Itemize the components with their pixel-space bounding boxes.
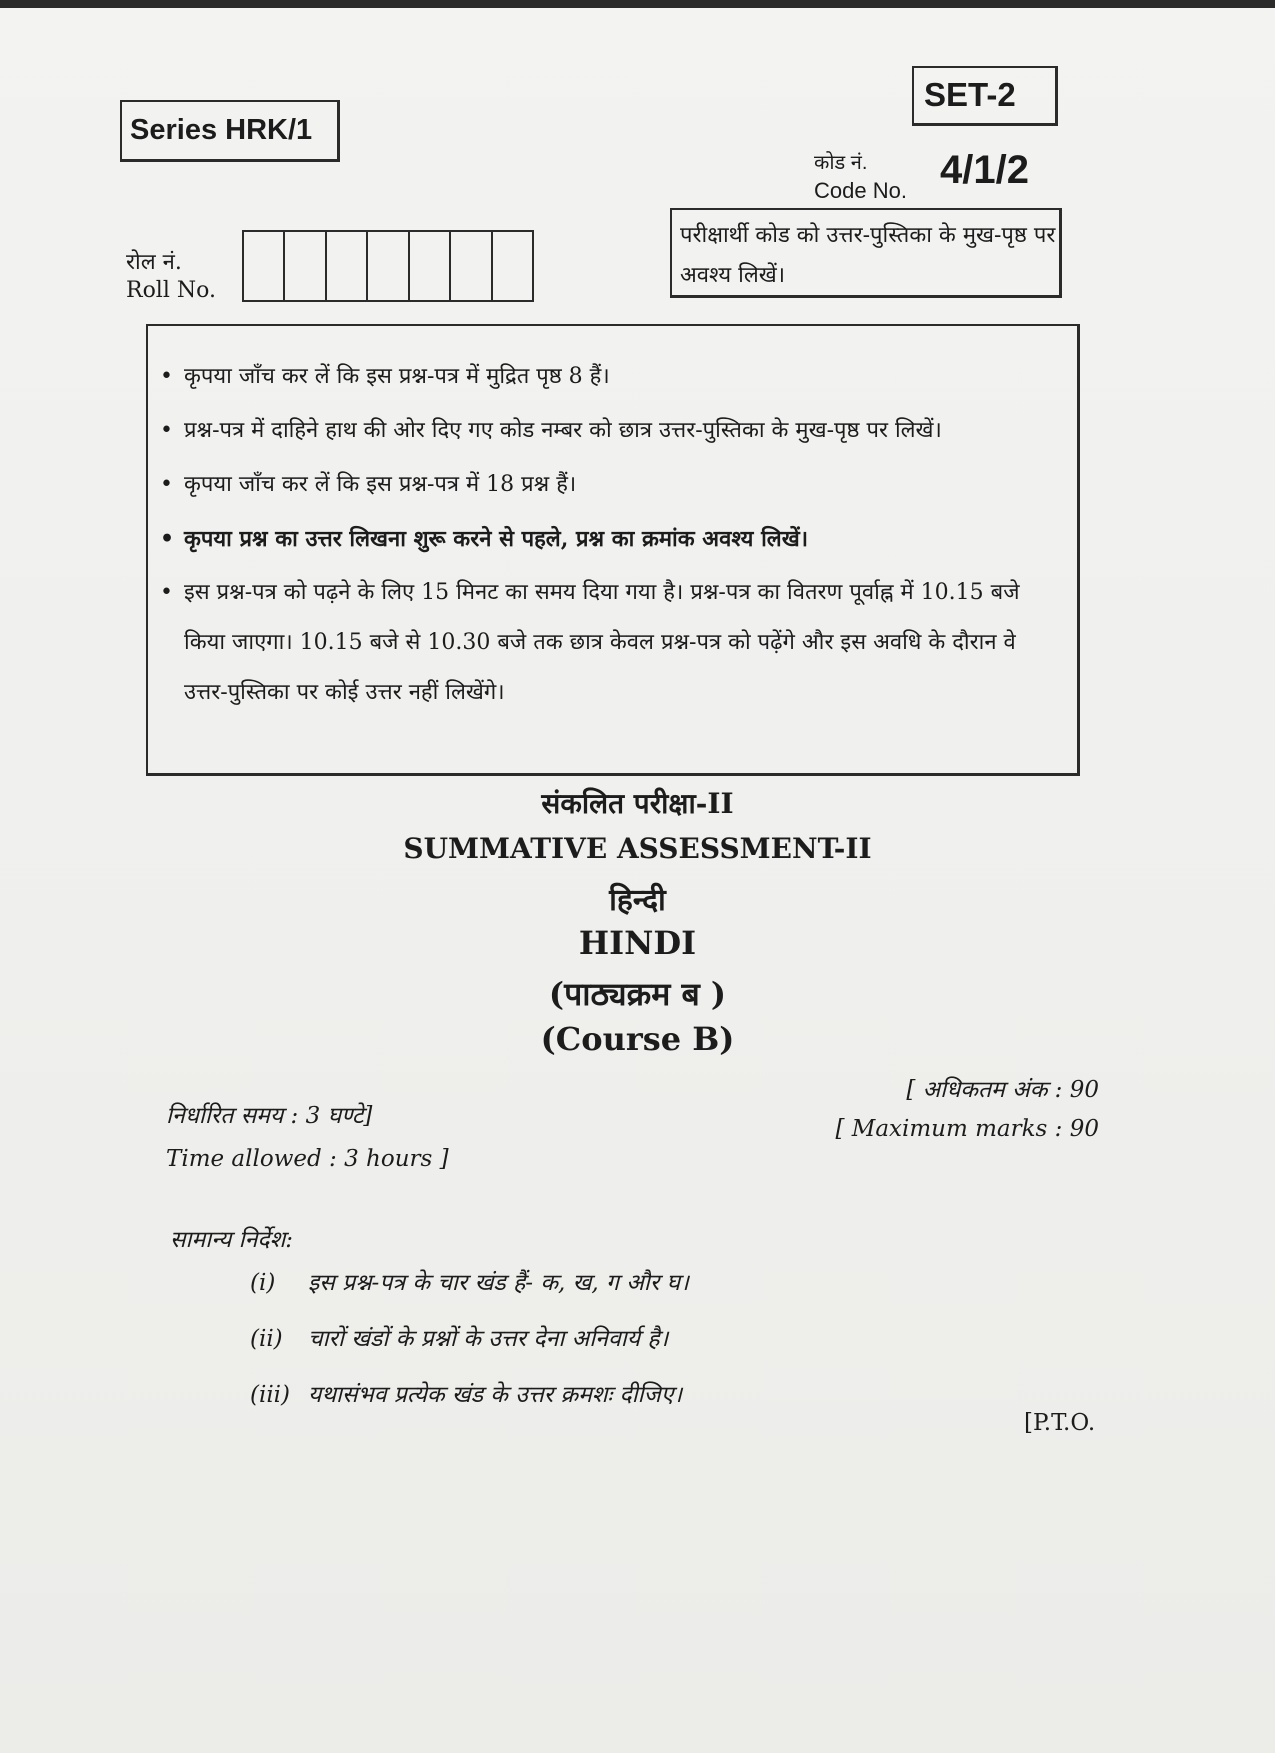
general-instruction-text: इस प्रश्न-पत्र के चार खंड हैं- क, ख, ग और घ। (308, 1270, 689, 1296)
general-instruction-text: चारों खंडों के प्रश्नों के उत्तर देना अनिवार्य है। (308, 1326, 669, 1352)
roll-label-hindi: रोल नं. (126, 250, 182, 275)
roll-number-cell[interactable] (285, 232, 326, 300)
instruction-item: • कृपया जाँच कर लें कि इस प्रश्न-पत्र में 18 प्रश्न हैं। (154, 460, 1066, 510)
course-english: (Course B) (540, 1020, 735, 1058)
scan-edge (0, 0, 1275, 8)
general-instruction-item (250, 1258, 1050, 1308)
candidate-code-note: परीक्षार्थी कोड को उत्तर-पुस्तिका के मुख-पृष्ठ पर अवश्य लिखें। (680, 223, 1056, 288)
code-number: 4/1/2 (940, 148, 1029, 192)
instruction-item: • प्रश्न-पत्र में दाहिने हाथ की ओर दिए गए कोड नम्बर को छात्र उत्तर-पुस्तिका के मुख-पृष्ठ पर लिखें। (154, 406, 1066, 456)
subject-english: HINDI (578, 924, 697, 962)
general-instruction-item (250, 1314, 1050, 1364)
instructions-list (154, 352, 1066, 722)
subject-hindi: हिन्दी (609, 883, 666, 918)
roll-number-cell[interactable] (327, 232, 368, 300)
general-instruction-item (250, 1370, 1050, 1420)
code-label-hindi: कोड नं. (814, 152, 868, 174)
general-instructions-heading: सामान्य निर्देश: (170, 1227, 293, 1253)
max-marks-english: [ Maximum marks : 90 (835, 1116, 1099, 1142)
roll-number-cell[interactable] (410, 232, 451, 300)
candidate-code-note-box (670, 208, 1062, 298)
course-hindi: (पाठ्यक्रम ब ) (548, 975, 727, 1013)
general-instructions-list (250, 1258, 1050, 1426)
instruction-item: • कृपया प्रश्न का उत्तर लिखना शुरू करने से पहले, प्रश्न का क्रमांक अवश्य लिखें। (154, 514, 1066, 564)
general-instruction-number: (iii) (250, 1382, 291, 1408)
general-instruction-text: यथासंभव प्रत्येक खंड के उत्तर क्रमशः दीजिए। (308, 1382, 683, 1408)
series-box (120, 100, 340, 162)
general-instruction-number: (ii) (250, 1326, 283, 1352)
instruction-item: • कृपया जाँच कर लें कि इस प्रश्न-पत्र में मुद्रित पृष्ठ 8 हैं। (154, 352, 1066, 402)
pto-label: [P.T.O. (1024, 1410, 1096, 1436)
roll-number-cell[interactable] (368, 232, 409, 300)
exam-title-english: SUMMATIVE ASSESSMENT-II (403, 832, 872, 865)
instruction-item: • इस प्रश्न-पत्र को पढ़ने के लिए 15 मिनट का समय दिया गया है। प्रश्न-पत्र का वितरण पूर्वाह्न में 10.15 बजे किया जाएगा। 10.15 बजे से 10.30 बजे तक छात्र केवल प्रश्न-पत्र को पढ़ेंगे और इस अवधि के दौरान वे उत्तर-पुस्तिका पर कोई उत्तर नहीं लिखेंगे। (154, 568, 1066, 718)
time-allowed-english: Time allowed : 3 hours ] (166, 1146, 449, 1172)
code-label-english: Code No. (814, 178, 907, 203)
time-allowed-hindi: निर्धारित समय : 3 घण्टे] (166, 1103, 373, 1129)
roll-number-cell[interactable] (244, 232, 285, 300)
series-label: Series HRK/1 (130, 114, 313, 146)
exam-title-hindi: संकलित परीक्षा-II (541, 787, 734, 820)
instructions-box (146, 324, 1080, 776)
roll-number-cell[interactable] (451, 232, 492, 300)
roll-number-cell[interactable] (493, 232, 532, 300)
set-label: SET-2 (924, 76, 1016, 113)
max-marks-hindi: [ अधिकतम अंक : 90 (906, 1077, 1099, 1103)
general-instruction-number: (i) (250, 1270, 276, 1296)
set-box (912, 66, 1058, 126)
roll-number-grid (242, 230, 534, 302)
roll-label-english: Roll No. (126, 278, 216, 303)
